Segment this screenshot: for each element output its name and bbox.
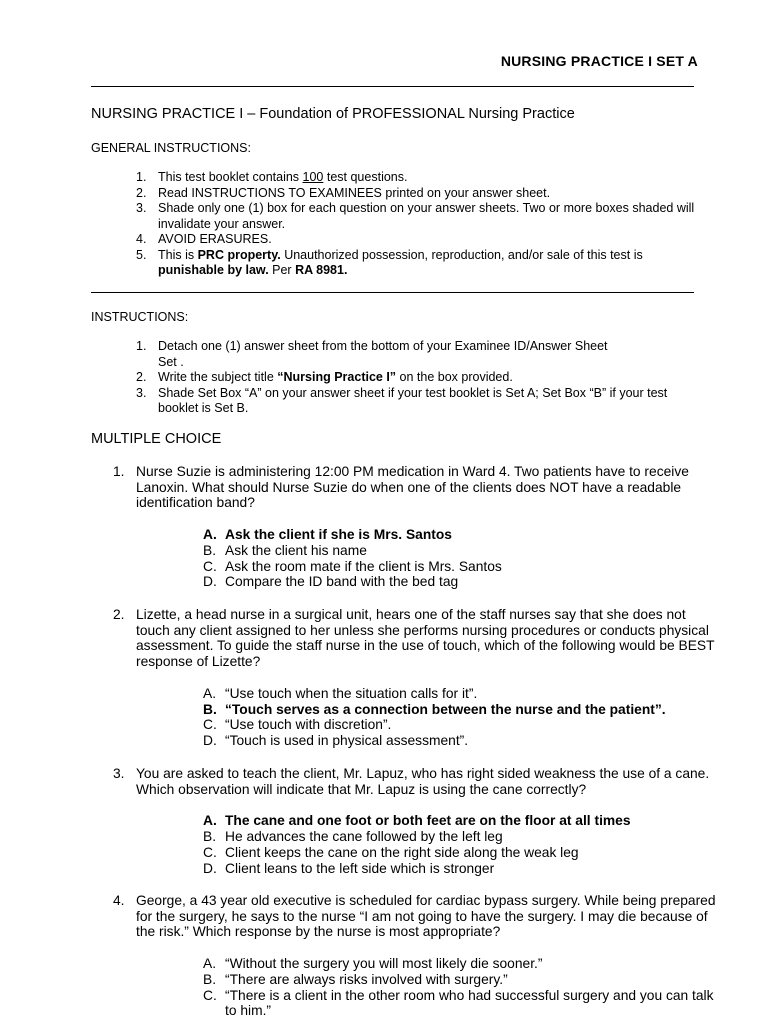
list-item: 1. Detach one (1) answer sheet from the bottom of your Examinee ID/Answer Sheet Set .	[136, 339, 608, 369]
question-text: Nurse Suzie is administering 12:00 PM medication in Ward 4. Two patients have to receive Lanoxin. What should Nurse Suzie do when one of the clients does NOT have a readable identification band?	[136, 464, 689, 511]
question-3: 3. You are asked to teach the client, Mr. Lapuz, who has right sided weakness the use of a cane. Which observation will indicate that Mr. Lapuz is using the cane correctly? A. The cane and one foot or both feet are on the floor at all times B. He advances the cane followed by the left leg C. Client keeps the cane on the right side along the weak leg D. Client leans to the left side which is stronger	[91, 766, 716, 876]
question-text: Lizette, a head nurse in a surgical unit, hears one of the staff nurses say that she does not touch any client assigned to her unless she performs nursing procedures or conducts physical assessment. To guide the staff nurse in the use of touch, which of the following would be BEST response of Lizette?	[136, 607, 715, 670]
list-item: 1. This test booklet contains 100 test questions.	[136, 170, 408, 184]
multiple-choice-heading: MULTIPLE CHOICE	[91, 431, 222, 447]
answer-option: D. Compare the ID band with the bed tag	[203, 574, 459, 590]
question-1: 1. Nurse Suzie is administering 12:00 PM medication in Ward 4. Two patients have to receive Lanoxin. What should Nurse Suzie do when one of the clients does NOT have a readable identification band? A. Ask the client if she is Mrs. Santos B. Ask the client his name C. Ask the room mate if the client is Mrs. Santos D. Compare the ID band with the bed tag	[91, 464, 716, 590]
list-item: 5. This is PRC property. Unauthorized possession, reproduction, and/or sale of this test is punishable by law. Per RA 8981.	[136, 247, 643, 277]
answer-option: D. “Touch is used in physical assessment”.	[203, 732, 469, 748]
answer-option: C. Ask the room mate if the client is Mrs. Santos	[203, 558, 502, 574]
general-instructions-heading: GENERAL INSTRUCTIONS:	[91, 141, 251, 155]
page-title: NURSING PRACTICE I – Foundation of PROFESSIONAL Nursing Practice	[91, 106, 575, 122]
list-item: 2. Read INSTRUCTIONS TO EXAMINEES printed on your answer sheet.	[136, 185, 551, 200]
instructions-list	[91, 339, 701, 417]
list-item: 3. Shade only one (1) box for each question on your answer sheets. Two or more boxes shaded will invalidate your answer.	[136, 201, 695, 231]
divider	[91, 86, 694, 87]
list-item: 3. Shade Set Box “A” on your answer sheet if your test booklet is Set A; Set Box “B” if your test booklet is Set B.	[136, 385, 668, 415]
answer-option: A. Ask the client if she is Mrs. Santos	[203, 527, 452, 543]
list-item: 2. Write the subject title “Nursing Practice I” on the box provided.	[136, 370, 513, 384]
list-item: 4. AVOID ERASURES.	[136, 232, 272, 246]
instructions-heading: INSTRUCTIONS:	[91, 310, 189, 324]
answer-option: A. “Without the surgery you will most likely die sooner.”	[203, 956, 543, 972]
answer-option: C. “Use touch with discretion”.	[203, 717, 392, 733]
answer-option: C. “There is a client in the other room who had successful surgery and you can talk to him.”	[203, 987, 714, 1019]
set-label: NURSING PRACTICE I SET A	[500, 53, 698, 69]
answer-option: B. “There are always risks involved with surgery.”	[203, 971, 508, 987]
answer-option: D. Client leans to the left side which is stronger	[203, 860, 495, 876]
answer-option: A. “Use touch when the situation calls for it”.	[203, 685, 478, 701]
general-instructions-list	[91, 170, 701, 279]
question-text: You are asked to teach the client, Mr. Lapuz, who has right sided weakness the use of a cane. Which observation will indicate that Mr. Lapuz is using the cane correctly?	[136, 766, 710, 797]
answer-option: B. “Touch serves as a connection between the nurse and the patient”.	[203, 701, 666, 717]
question-2: 2. Lizette, a head nurse in a surgical unit, hears one of the staff nurses say that she does not touch any client assigned to her unless she performs nursing procedures or conducts physical assessment. To guide the staff nurse in the use of touch, which of the following would be BEST response of Lizette? A. “Use touch when the situation calls for it”. B. “Touch serves as a connection between the nurse and the patient”. C. “Use touch with discretion”. D. “Touch is used in physical assessment”.	[113, 607, 715, 748]
question-text: George, a 43 year old executive is scheduled for cardiac bypass surgery. While being prepared for the surgery, he says to the nurse “I am not going to have the surgery. I may die because of the risk.” Which response by the nurse is most appropriate?	[136, 893, 716, 940]
question-4: 4. George, a 43 year old executive is scheduled for cardiac bypass surgery. While being prepared for the surgery, he says to the nurse “I am not going to have the surgery. I may die because of the risk.” Which response by the nurse is most appropriate? A. “Without the surgery you will most likely die sooner.” B. “There are always risks involved with surgery.” C. “There is a client in the other room who had successful surgery and you can talk to him.”	[113, 893, 716, 1019]
answer-option: C. Client keeps the cane on the right side along the weak leg	[203, 844, 579, 860]
answer-option: A. The cane and one foot or both feet are on the floor at all times	[203, 813, 631, 829]
answer-option: B. He advances the cane followed by the left leg	[203, 829, 503, 845]
divider	[91, 292, 694, 293]
answer-option: B. Ask the client his name	[203, 542, 367, 558]
